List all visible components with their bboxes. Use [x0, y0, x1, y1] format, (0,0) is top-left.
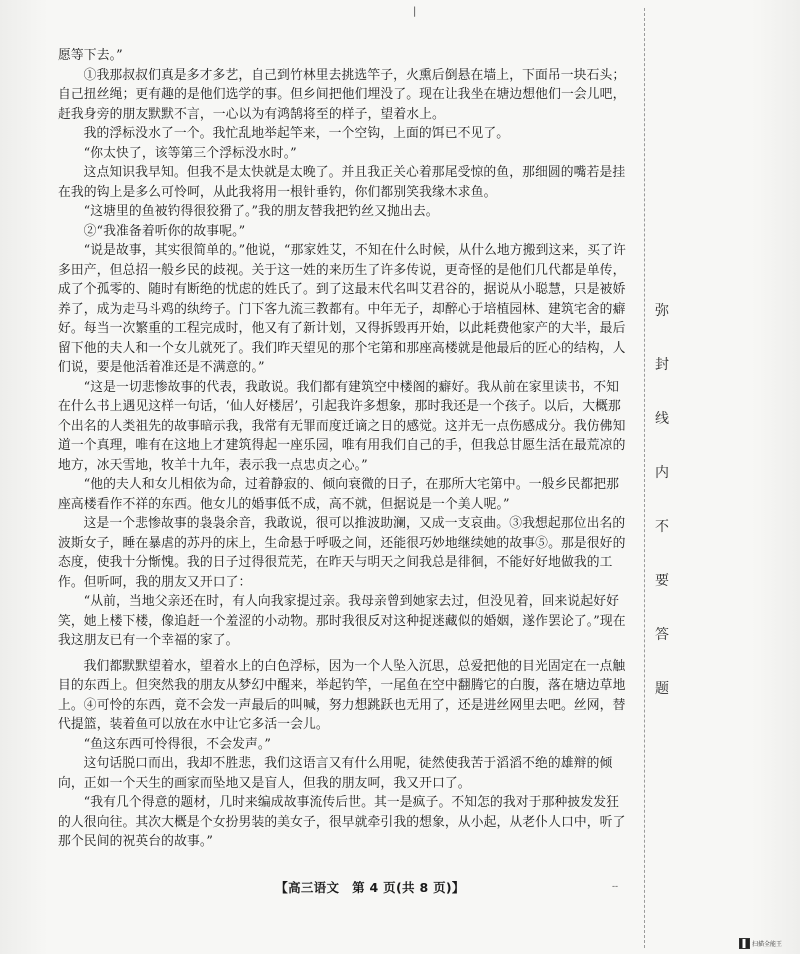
paragraph: “这塘里的鱼被钓得很狡猾了。”我的朋友替我把钓丝又抛出去。 — [83, 204, 439, 219]
binding-char: 题 — [655, 681, 669, 697]
binding-char: 不 — [655, 519, 669, 535]
paragraph: “鱼这东西可怜得很，不会发声。” — [83, 736, 272, 752]
top-binding-mark: | — [413, 6, 417, 17]
paragraph: 我的浮标没水了一个。我忙乱地举起竿来，一个空钩，上面的饵已不见了。 — [83, 126, 510, 141]
paragraph: 我们都默默望着水，望着水上的白色浮标，因为一个人坠入沉思，总爱把他的目光固定在一点触目的东西上。但突然我的朋友从梦幻中醒来，举起钓竿，一尾鱼在空中翻腾它的白腹，落在塘边草地上。④可怜的东西，竟不会发一声最后的叫喊，努力想跳跃也无用了，还是进丝网里去吧。丝网，替代提篮，装着鱼可以放在水中让它多活一会儿。 — [58, 658, 626, 732]
paragraph: 这是一个悲惨故事的袅袅余音，我敢说，很可以推波助澜，又成一支哀曲。③我想起那位出名的波斯女子，睡在暴虐的苏丹的床上，生命悬于呼吸之间，还能很巧妙地继续她的故事⑤。那是很好的态度，使我十分惭愧。我的日子过得很荒芜，在昨天与明天之间我总是徘徊，不能好好地做我的工作。但听呵，我的朋友又开口了： — [58, 516, 626, 590]
paragraph: 这句话脱口而出，我却不胜悲，我们这语言又有什么用呢，徒然使我苦于滔滔不绝的雄辩的倾向，正如一个天生的画家而坠地又是盲人，但我的朋友呵，我又开口了。 — [58, 756, 613, 791]
paragraph: ①我那叔叔们真是多才多艺，自己到竹林里去挑选竿子，火熏后倒悬在墙上，下面吊一块石头；自己扭丝绳；更有趣的是他们选学的事。但乡间把他们埋没了。现在让我坐在塘边想他们一会儿吧，赶我身旁的朋友默默不言，一心以为有鸿鹄将至的样子，望着水上。 — [58, 67, 626, 122]
paragraph: 愿等下去。” — [58, 48, 123, 63]
qr-code-icon — [739, 938, 750, 949]
paragraph: ②“我准备着听你的故事呢。” — [83, 223, 246, 239]
paragraph: “说是故事，其实很简单的。”他说，“那家姓艾，不知在什么时候，从什么地方搬到这来，买了许多田产，但总招一般乡民的歧视。关于这一姓的来历生了许多传说，更奇怪的是他们几代都是单传，成了个孤零的、随时有断绝的忧虑的姓氏了。到了这最末代名叫艾君谷的，据说从小聪慧，只是被娇养了，成为走马斗鸡的纨绔子。门下客九流三教都有。中年无子，却醉心于培植园林、建筑宅舍的癖好。每当一次繁重的工程完成时，他又有了新计划，又得拆毁再开始，以此耗费他家产的大半，最后留下他的夫人和一个女儿就死了。我们昨天望见的那个宅第和那座高楼就是他最后的匠心的结构，人们说，要是他活着准还是不满意的。” — [58, 243, 626, 375]
binding-char: 线 — [655, 411, 669, 427]
binding-notice — [648, 300, 676, 732]
scanner-watermark — [739, 938, 782, 949]
paragraph: “你太快了，该等第三个浮标没水时。” — [83, 145, 297, 161]
binding-char: 要 — [655, 573, 669, 589]
binding-char: 弥 — [655, 303, 669, 319]
paragraph: “这是一切悲惨故事的代表，我敢说。我们都有建筑空中楼阁的癖好。我从前在家里读书，不知在什么书上遇见这样一句话，‘仙人好楼居’，引起我许多想象，那时我还是一个孩子。以后，大概那个出名的人类祖先的故事暗示我，我常有无罪而度迁谪之日的感觉。这并无一点伤感成分。我仿佛知道一个真理，唯有在这地上才建筑得起一座乐园，唯有用我们自己的手，但我总甘愿生活在最荒凉的地方，冰天雪地，牧羊十九年，表示我一点忠贞之心。” — [58, 379, 626, 473]
paragraph: 这点知识我早知。但我不是太快就是太晚了。并且我正关心着那尾受惊的鱼，那细圆的嘴若是挂在我的钩上是多么可怜呵，从此我将用一根针垂钓，你们都别笑我缘木求鱼。 — [58, 165, 626, 200]
page-footer: 【高三语文 第 4 页(共 8 页)】 — [275, 880, 465, 895]
footer-dash: -- — [612, 882, 619, 892]
seal-line — [644, 8, 645, 948]
binding-char: 答 — [655, 627, 669, 643]
binding-char: 封 — [655, 357, 669, 373]
passage-body — [58, 46, 628, 852]
paragraph: “我有几个得意的题材，几时来编成故事流传后世。其一是疯子。不知怎的我对于那种披发发狂的人很向往。其次大概是个女扮男装的美女子，很早就牵引我的想象，从小起，从老仆人口中，听了那个民间的祝英台的故事。” — [58, 795, 626, 849]
paragraph: “从前，当地父亲还在时，有人向我家提过亲。我母亲曾到她家去过，但没见着，回来说起好好笑，她上楼下楼，像追赶一个羞涩的小动物。那时我很反对这种捉迷藏似的婚姻，遂作罢论了。”现在我这朋友已有一个幸福的家了。 — [58, 594, 626, 648]
binding-char: 内 — [655, 465, 669, 481]
scanner-logo-text: 扫描全能王 — [752, 941, 783, 948]
paragraph: “他的夫人和女儿相依为命，过着静寂的、倾向衰微的日子，在那所大宅第中。一般乡民都把那座高楼看作不祥的东西。他女儿的婚事低不成，高不就，但据说是一个美人呢。” — [58, 477, 620, 512]
